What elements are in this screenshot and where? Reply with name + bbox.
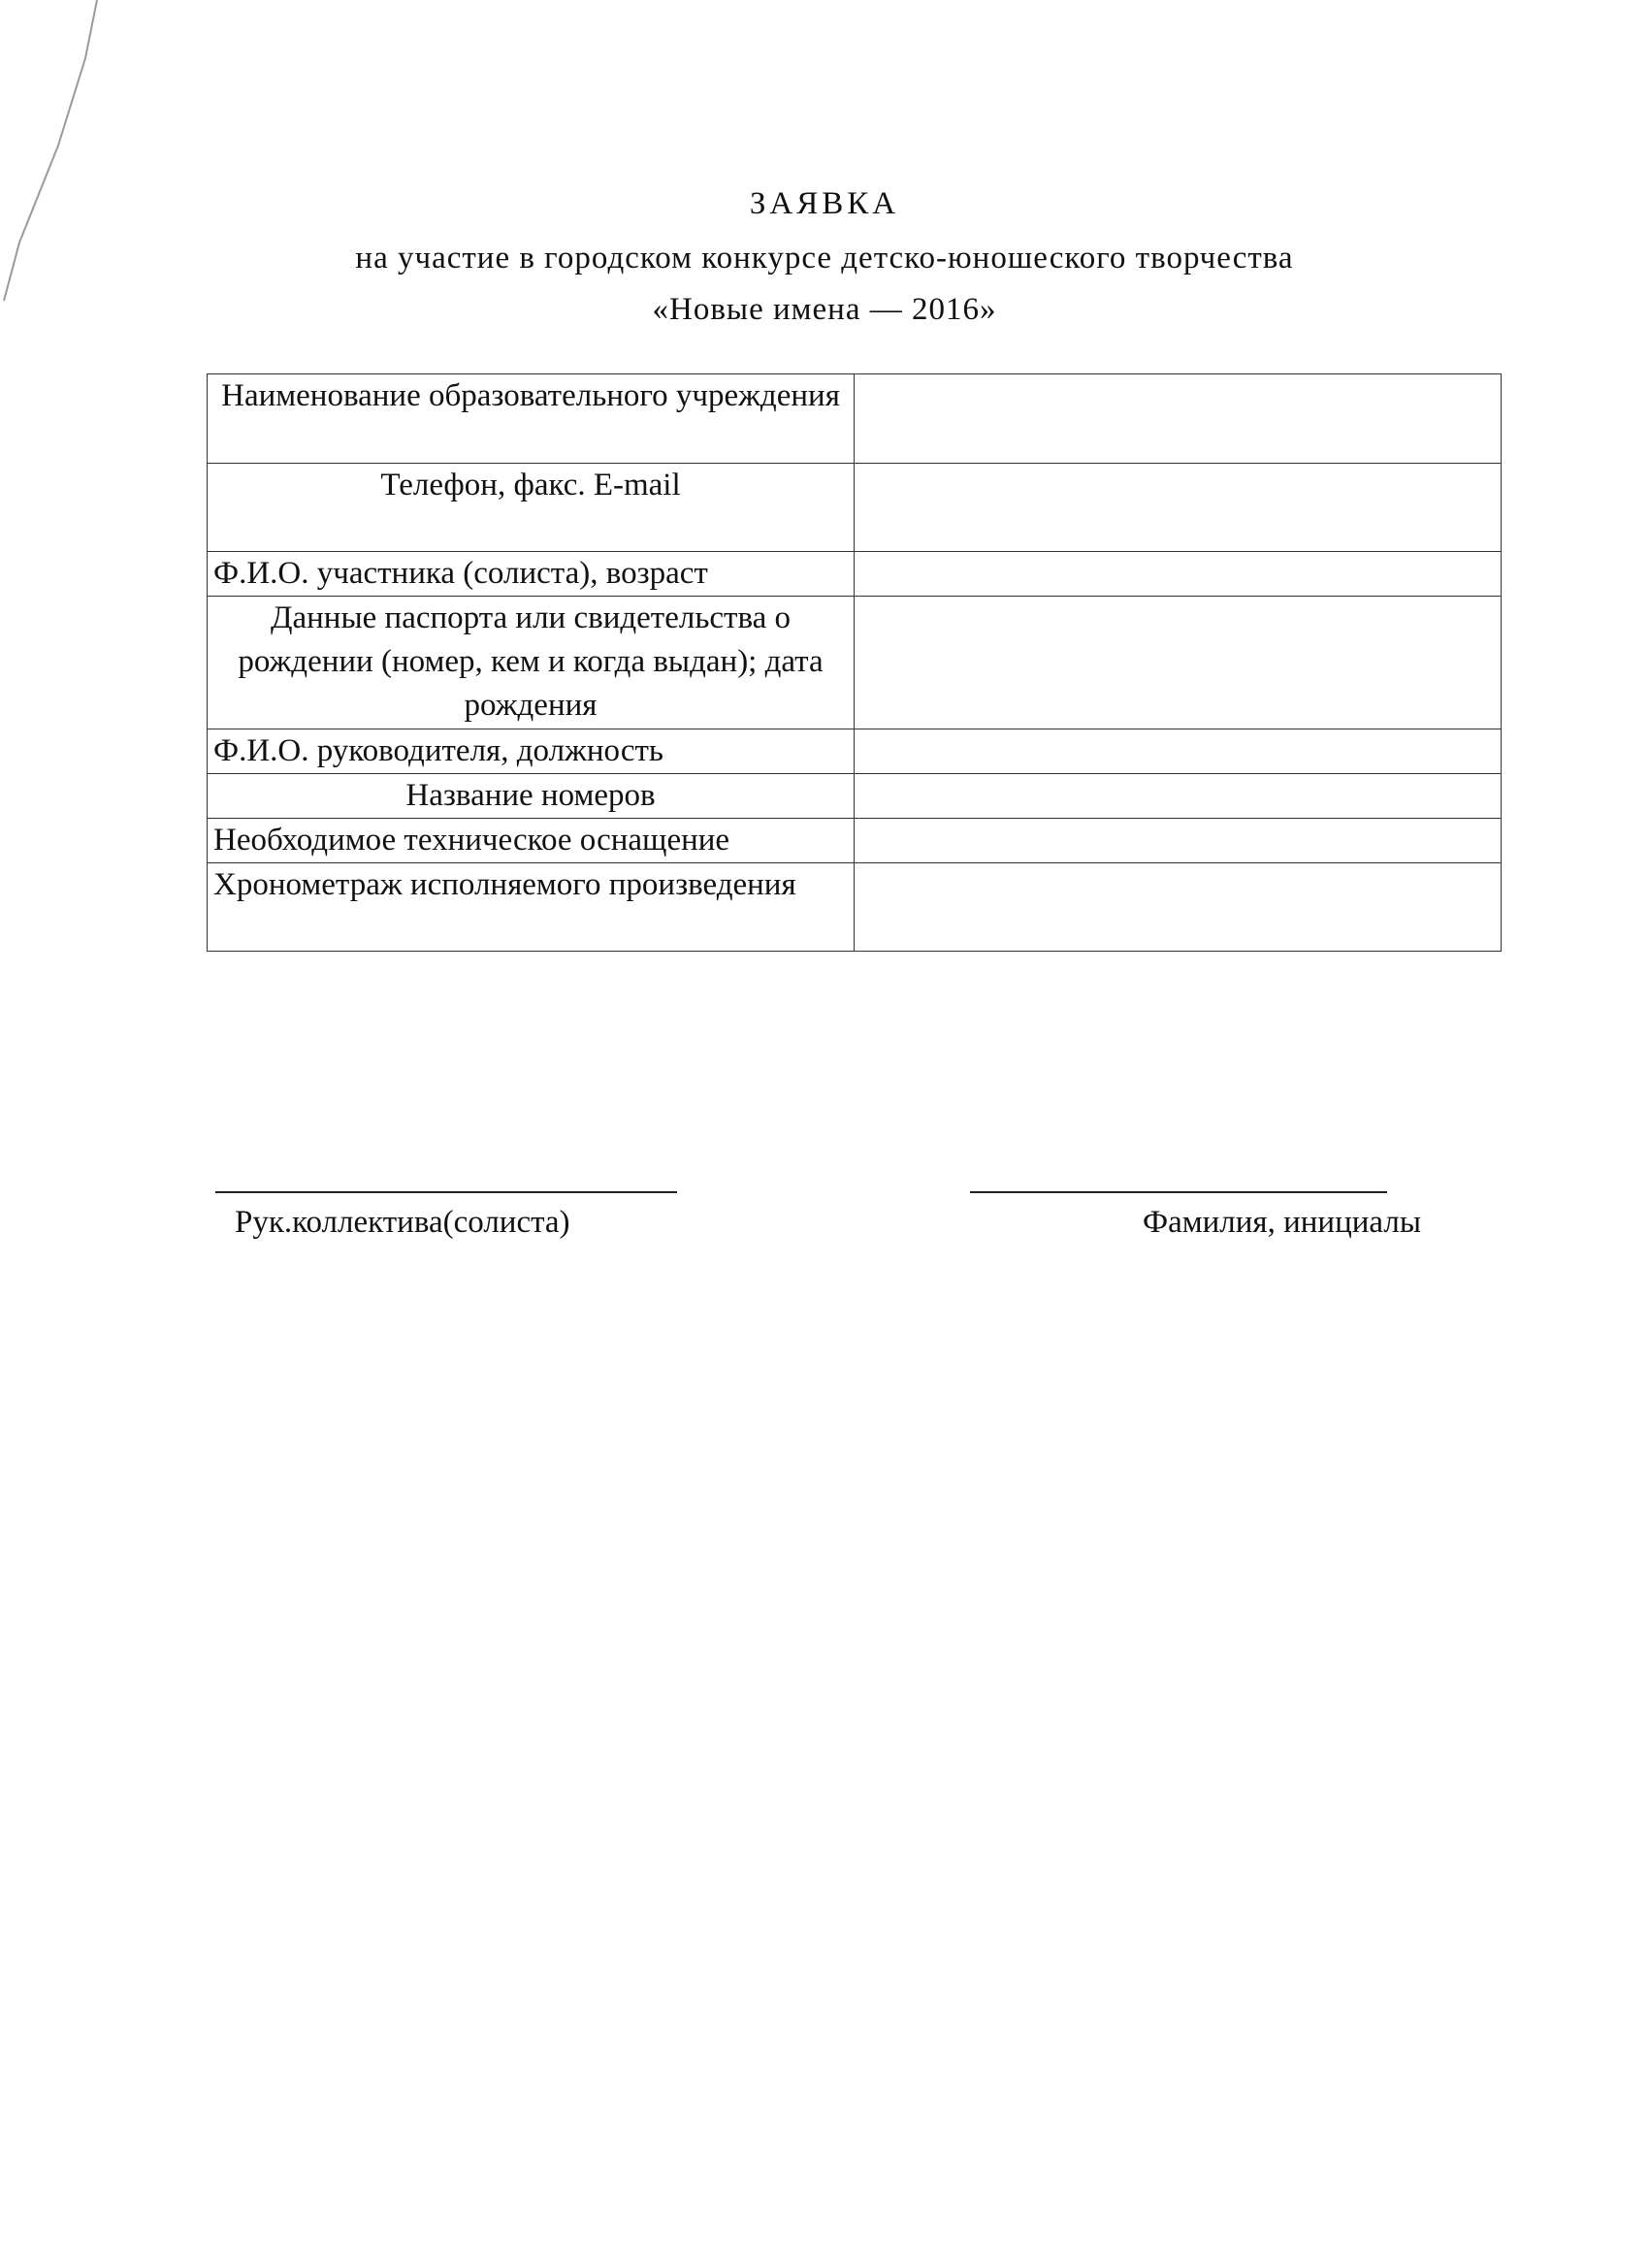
table-row [208, 374, 1502, 464]
row-label-duration: Хронометраж исполняемого произведения [208, 863, 855, 952]
row-label-contacts: Телефон, факс. E-mail [208, 464, 855, 552]
table-row [208, 729, 1502, 774]
table-row [208, 597, 1502, 729]
signature-caption-name: Фамилия, инициалы [1143, 1205, 1421, 1240]
row-value-passport[interactable] [855, 597, 1502, 729]
row-label-institution: Наименование образовательного учреждения [208, 374, 855, 464]
row-value-contacts[interactable] [855, 464, 1502, 552]
row-label-numbers: Название номеров [208, 774, 855, 819]
signature-block-leader [215, 1191, 677, 1241]
row-label-equipment: Необходимое техническое оснащение [208, 819, 855, 863]
signature-caption-leader: Рук.коллектива(солиста) [235, 1205, 570, 1240]
table-row [208, 863, 1502, 952]
form-subtitle: на участие в городском конкурсе детско-юношеского творчества [355, 241, 1294, 275]
row-label-participant: Ф.И.О. участника (солиста), возраст [208, 552, 855, 597]
table-row [208, 819, 1502, 863]
table-row [208, 464, 1502, 552]
row-value-duration[interactable] [855, 863, 1502, 952]
row-label-passport: Данные паспорта или свидетельства о рождении (номер, кем и когда выдан); дата рождения [208, 597, 855, 729]
signature-line[interactable] [215, 1191, 677, 1193]
row-label-supervisor: Ф.И.О. руководителя, должность [208, 729, 855, 774]
name-line[interactable] [970, 1191, 1387, 1193]
row-value-participant[interactable] [855, 552, 1502, 597]
row-value-supervisor[interactable] [855, 729, 1502, 774]
table-row [208, 774, 1502, 819]
row-value-numbers[interactable] [855, 774, 1502, 819]
application-table [207, 373, 1502, 952]
form-title: ЗАЯВКА [749, 186, 900, 221]
row-value-equipment[interactable] [855, 819, 1502, 863]
table-row [208, 552, 1502, 597]
signature-block-name [970, 1191, 1421, 1241]
row-value-institution[interactable] [855, 374, 1502, 464]
contest-name: «Новые имена — 2016» [652, 292, 997, 327]
